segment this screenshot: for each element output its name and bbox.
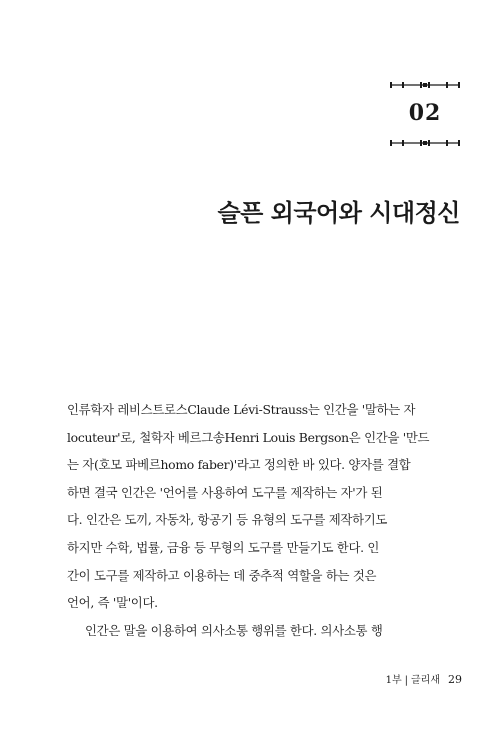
- footer-section: 글리새: [411, 675, 440, 686]
- page-footer: [386, 671, 462, 686]
- body-line: 다. 인간은 도끼, 자동차, 항공기 등 유형의 도구를 제작하기도: [67, 512, 388, 528]
- body-line: locuteur'로, 철학자 베르그송Henri Louis Bergson은 인간을 '만드: [67, 429, 430, 445]
- footer-part: 1부: [385, 675, 402, 686]
- ornament-bottom: [390, 138, 460, 148]
- chapter-number: 02: [408, 100, 442, 126]
- body-line: 인간은 말을 이용하여 의사소통 행위를 한다. 의사소통 행: [85, 622, 383, 638]
- body-line: 하면 결국 인간은 '언어를 사용하여 도구를 제작하는 자'가 된: [67, 484, 383, 500]
- ornament-top: [390, 80, 460, 90]
- body-line: 는 자(호모 파베르homo faber)'라고 정의한 바 있다. 양자를 결합: [67, 457, 411, 473]
- page-number: 29: [448, 673, 462, 686]
- chapter-title: 슬픈 외국어와 시대정신: [217, 199, 460, 227]
- body-paragraphs: [67, 396, 433, 644]
- footer-separator: |: [404, 675, 409, 686]
- body-line: 언어, 즉 '말'이다.: [67, 595, 158, 611]
- body-line: 인류학자 레비스트로스Claude Lévi-Strauss는 인간을 '말하는 자: [67, 402, 416, 417]
- body-line: 하지만 수학, 법률, 금융 등 무형의 도구를 만들기도 한다. 인: [67, 539, 380, 555]
- body-line: 간이 도구를 제작하고 이용하는 데 중추적 역할을 하는 것은: [67, 567, 377, 583]
